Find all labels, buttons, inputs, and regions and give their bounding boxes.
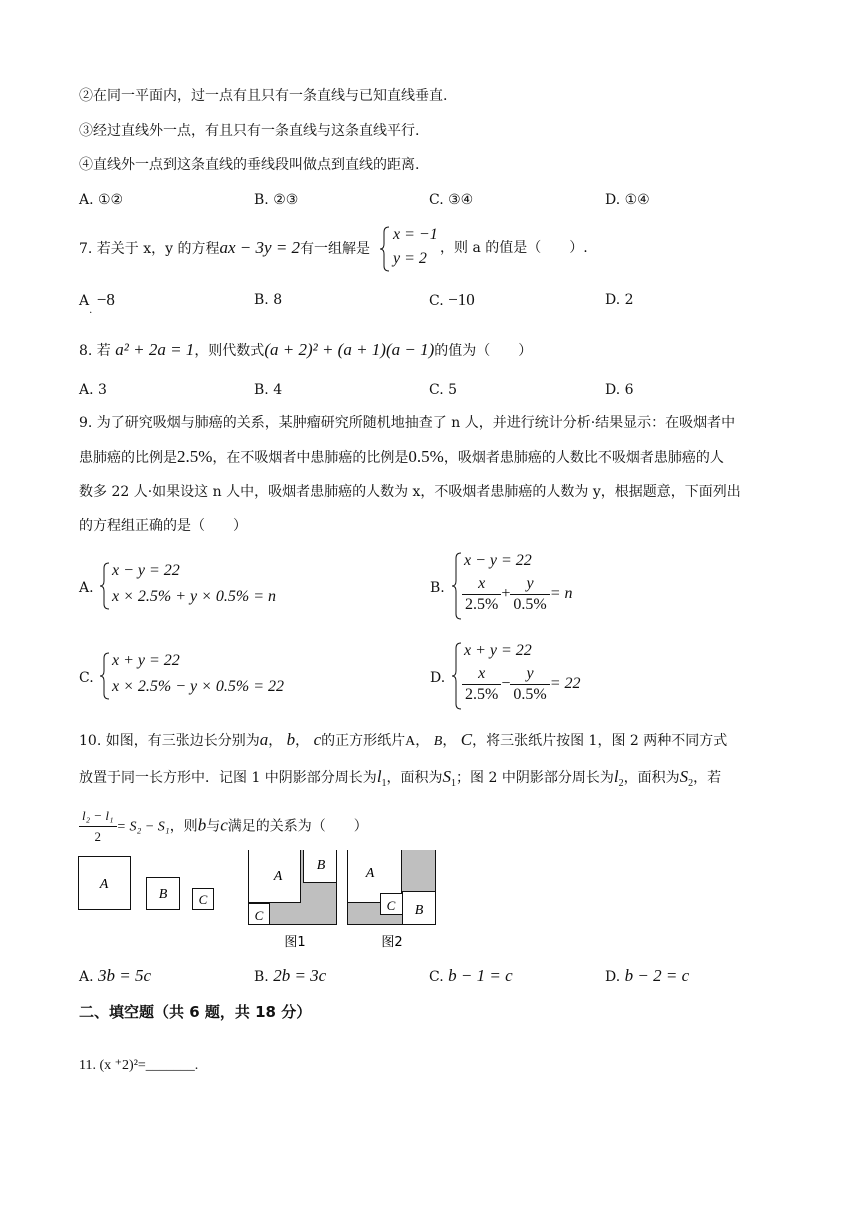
section-heading: 二、填空题（共 6 题，共 18 分） (79, 1003, 312, 1021)
q6-option-b: B. ②③ (254, 192, 299, 208)
q6-option-a: A. ①② (79, 192, 124, 208)
q10-option-a: A. 3b = 5c (79, 966, 152, 985)
left-brace-icon (452, 642, 462, 710)
q10-option-c: C. b − 1 = c (429, 966, 513, 985)
q8-option-b: B. 4 (254, 382, 283, 398)
q7-option-a: $A_. -8$ (79, 290, 115, 316)
q9-option-d-system: x + y = 22 $\frac{x}{2.5\%}$ − $\frac{y}{0.5\%}$ = 22 (452, 642, 612, 712)
svg-text:B: B (414, 903, 424, 918)
q9-line-4: 的方程组正确的是（ ） (79, 518, 247, 534)
q7-text: 7. 若关于 x，y 的方程ax − 3y = 2有一组解是 (79, 238, 371, 257)
statement-2: ②在同一平面内，过一点有且只有一条直线与已知直线垂直. (79, 88, 448, 104)
svg-text:A: A (365, 866, 375, 881)
q8-option-d: D. 6 (605, 382, 634, 398)
q9-option-c-label: C. (79, 670, 94, 686)
q9-option-c-system: x + y = 22 x × 2.5% − y × 0.5% = 22 (100, 652, 300, 702)
statement-4: ④直线外一点到这条直线的垂线段叫做点到直线的距离. (79, 157, 420, 173)
left-brace-icon (100, 652, 110, 700)
caption-figure-1: 图1 (284, 935, 306, 950)
statement-3: ③经过直线外一点，有且只有一条直线与这条直线平行. (79, 123, 420, 139)
svg-text:B: B (316, 858, 326, 873)
svg-text:A: A (273, 869, 283, 884)
q6-option-d: D. ①④ (605, 192, 650, 208)
q10-line-2: 放置于同一长方形中．记图 1 中阴影部分周长为$l_1$，面积为$S_1$；图 2 中阴影部分周长为$l_2$，面积为$S_2$，若 (79, 767, 722, 789)
q9-option-d-label: D. (430, 670, 446, 686)
svg-text:C: C (254, 908, 264, 923)
q7-option-c: C. −10 (429, 290, 475, 309)
q9-line-2: 患肺癌的比例是2.5%，在不吸烟者中患肺癌的比例是0.5%，吸烟者患肺癌的人数比不吸烟者患肺癌的人 (79, 447, 724, 466)
left-brace-icon (100, 562, 110, 610)
q7-option-b: B. 8 (254, 292, 283, 308)
q10-option-d: D. b − 2 = c (605, 966, 690, 985)
label-c: C (198, 892, 208, 907)
q7-option-d: D. 2 (605, 292, 634, 308)
q9-option-b-system: x − y = 22 $\frac{x}{2.5\%}$ + $\frac{y}{0.5\%}$ = n (452, 552, 612, 622)
figure-1 (249, 850, 337, 925)
q8-option-a: A. 3 (79, 382, 107, 398)
q8-text: 8. 若 a² + 2a = 1，则代数式(a + 2)² + (a + 1)(a − 1)的值为（ ） (79, 340, 533, 359)
q9-option-a-label: A. (79, 580, 94, 596)
q8-option-c: C. 5 (429, 382, 458, 398)
q10-figure (76, 850, 446, 956)
q7-tail: ，则 a 的值是（ ）. (440, 240, 588, 256)
q10-line-3: $\frac{\text{l₂ − l₁}}{2}$ = S₂ − S₁，则b与c满足的关系为（ ） (79, 806, 368, 847)
q11-text: 11. (x ⁺2)²=_______. (79, 1058, 199, 1073)
q10-option-b: B. 2b = 3c (254, 966, 327, 985)
svg-text:C: C (386, 898, 396, 913)
left-brace-icon (380, 226, 390, 272)
figure-2 (348, 850, 436, 925)
q10-line-1: 10. 如图，有三张边长分别为a， b， c的正方形纸片A， B， C，将三张纸片按图 1，图 2 两种不同方式 (79, 730, 728, 749)
q9-line-3: 数多 22 人·如果设这 n 人中，吸烟者患肺癌的人数为 x，不吸烟者患肺癌的人数为 y，根据题意，下面列出 (79, 484, 741, 500)
q7-solution-system: x = −1 y = 2 (380, 226, 440, 272)
caption-figure-2: 图2 (381, 935, 403, 950)
q9-option-a-system: x − y = 22 x × 2.5% + y × 0.5% = n (100, 562, 300, 612)
left-brace-icon (452, 552, 462, 620)
label-a: A (99, 877, 109, 892)
q9-option-b-label: B. (430, 580, 445, 596)
label-b: B (158, 887, 168, 902)
q7-equation: ax − 3y = 2 (219, 238, 301, 257)
q6-option-c: C. ③④ (429, 192, 474, 208)
q9-line-1: 9. 为了研究吸烟与肺癌的关系，某肿瘤研究所随机地抽查了 n 人，并进行统计分析·结果显示：在吸烟者中 (79, 415, 736, 431)
